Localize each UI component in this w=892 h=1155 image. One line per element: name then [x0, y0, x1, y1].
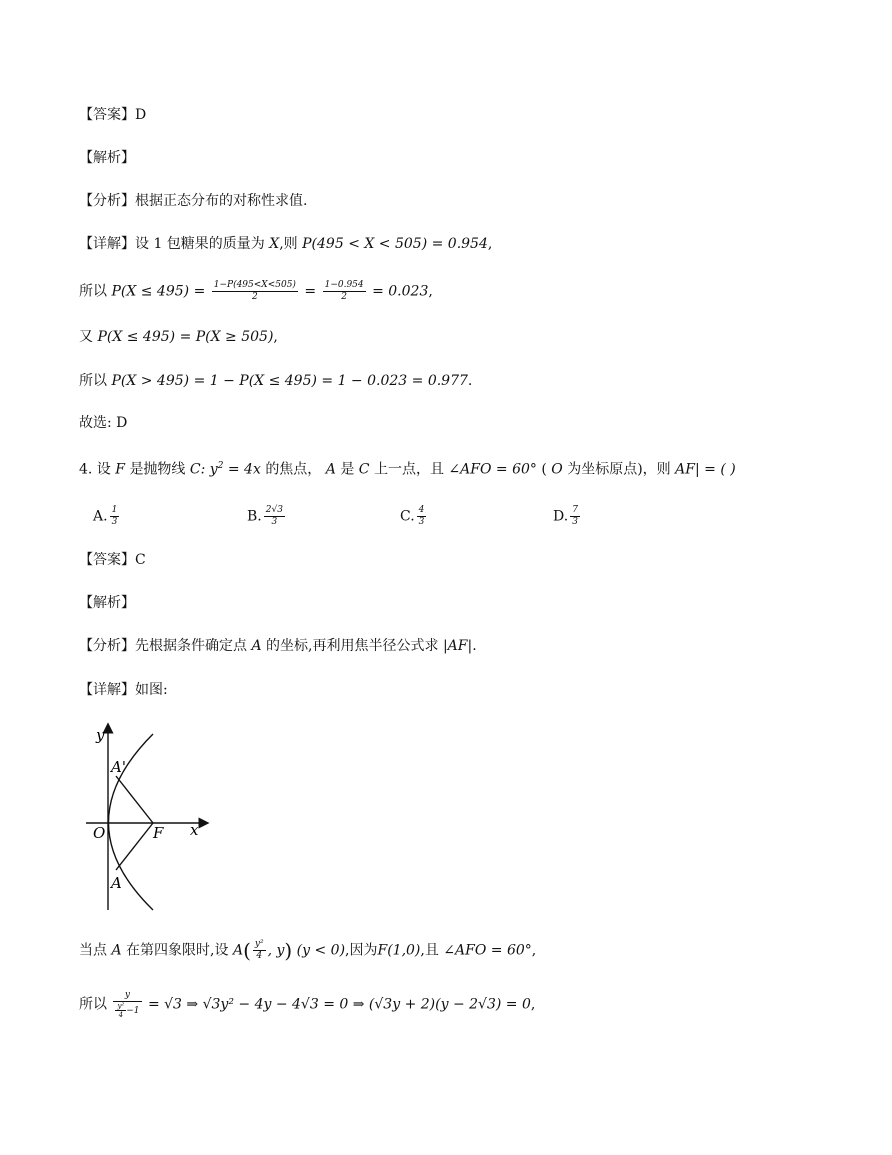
answer-value: C	[135, 552, 146, 568]
q4-detail-line	[79, 680, 168, 700]
text: ,且	[420, 942, 439, 959]
math-expression: = 4x	[227, 461, 261, 478]
math-var: A	[111, 942, 122, 959]
text: 所以	[79, 996, 107, 1013]
analysis-tag: 【解析】	[79, 150, 135, 166]
q3-analysis-line	[79, 148, 135, 168]
text: 为坐标原点)，则	[567, 461, 671, 478]
text: 是抛物线	[129, 461, 186, 478]
math-var: O	[551, 461, 563, 478]
math-var: F	[115, 461, 125, 478]
segment-a1f	[116, 776, 153, 823]
answer-tag: 【答案】	[79, 552, 135, 568]
option-c	[400, 505, 428, 528]
math-var: C	[358, 461, 370, 478]
answer-tag: 【答案】	[79, 107, 135, 123]
q3-choose-line	[79, 413, 127, 433]
text: 当点	[79, 942, 107, 959]
text: 的坐标,再利用焦半径公式求	[266, 638, 439, 654]
fraction-den: 4	[118, 1011, 124, 1019]
fraction-num: y²	[117, 1002, 125, 1010]
fraction-den: 3	[271, 517, 278, 527]
text: 所以	[79, 283, 107, 300]
analysis-tag: 【解析】	[79, 595, 135, 611]
text: 在第四象限时,设	[126, 942, 229, 959]
segment-af	[116, 823, 153, 870]
punct: .	[472, 638, 477, 654]
fraction	[570, 505, 580, 528]
fraction-den: 3	[111, 517, 118, 527]
punct: ,	[530, 996, 536, 1013]
q3-line-4	[79, 371, 472, 391]
text: ,因为	[345, 942, 378, 959]
fraction-den: 3	[572, 517, 578, 527]
punct: .	[467, 373, 473, 389]
q3-detail-line	[79, 234, 492, 254]
math-expression: P(X > 495) = 1 − P(X ≤ 495) = 1 − 0.023 = 0.977	[111, 373, 468, 389]
math-expression: AF| = ( )	[675, 461, 736, 478]
fraction-num: 1−P(495<X<505)	[213, 280, 296, 290]
choose-text: 故选: D	[79, 415, 128, 431]
fraction-num: 2√3	[265, 505, 283, 515]
fraction-num: 4	[418, 505, 425, 515]
math-var: X	[269, 236, 280, 252]
math-expression: P(X ≤ 495) = P(X ≥ 505)	[97, 329, 274, 345]
fraction	[264, 505, 285, 528]
q3-fenxi-line	[79, 191, 307, 211]
math-expression: (y < 0)	[296, 942, 346, 959]
math-expression: = √3 ⇒ √3y² − 4y − 4√3 = 0 ⇒ (√3y + 2)(y − 2√3) = 0	[147, 996, 531, 1013]
y-axis-label: y	[96, 726, 105, 744]
fraction	[417, 505, 427, 528]
text: 又	[79, 329, 93, 345]
point-a-label: A	[111, 874, 122, 892]
math-expression: C: y	[189, 461, 218, 478]
inner-fraction	[115, 1002, 126, 1019]
text: 所以	[79, 373, 107, 389]
text: 是	[340, 461, 355, 478]
q4-answer-line	[79, 550, 146, 570]
math-expression: P(X ≤ 495) =	[111, 283, 206, 300]
punct: ,	[428, 283, 433, 300]
fraction-den: 2	[251, 292, 258, 302]
fraction	[212, 280, 298, 303]
parabola-figure	[80, 722, 220, 922]
math-sup: 2	[217, 461, 224, 471]
detail-tag: 【详解】	[79, 236, 135, 252]
q3-line-2	[79, 280, 433, 303]
fraction-num: y	[113, 990, 141, 1002]
option-label: A.	[93, 508, 108, 525]
detail-text: 如图:	[135, 682, 168, 698]
fraction-den: 2	[341, 292, 347, 302]
text: 的焦点，	[265, 461, 322, 478]
fenxi-tag: 【分析】	[79, 193, 135, 209]
fraction-num: 1−0.954	[324, 280, 364, 290]
origin-label: O	[93, 824, 106, 842]
q4-stem	[79, 456, 736, 480]
option-b	[247, 505, 287, 528]
option-label: C.	[400, 508, 415, 525]
fraction	[323, 280, 366, 303]
fenxi-text: 根据正态分布的对称性求值.	[135, 193, 308, 209]
paren-open: (	[243, 938, 251, 963]
punct: ,	[273, 329, 278, 345]
q3-answer-line	[79, 105, 146, 125]
math-expression: = 0.023	[372, 283, 429, 300]
q4-fenxi-line	[79, 636, 477, 656]
option-label: D.	[553, 508, 569, 525]
fraction-den: 4	[256, 951, 263, 961]
answer-value: D	[135, 107, 147, 123]
math-expression: ∠AFO = 60°	[443, 942, 532, 959]
q4-line-1	[79, 939, 536, 962]
focus-label: F	[153, 824, 164, 842]
math-expression: P(495 < X < 505) = 0.954	[302, 236, 488, 252]
fraction-den: 3	[418, 517, 425, 527]
math-var: A	[232, 942, 244, 959]
punct: ,	[487, 236, 493, 252]
fraction	[253, 939, 266, 962]
math-expression: |AF|	[442, 638, 473, 654]
math-var: A	[251, 638, 262, 654]
option-a	[93, 505, 121, 528]
detail-tag: 【详解】	[79, 682, 135, 698]
fraction-num: y²	[254, 939, 264, 949]
math-expression: , y	[267, 942, 285, 959]
text: 先根据条件确定点	[135, 638, 247, 654]
q4-line-2	[79, 990, 535, 1019]
fraction-tail: −1	[126, 1006, 140, 1016]
fraction-num: 7	[572, 505, 578, 515]
math-var: A	[325, 461, 336, 478]
math-expression: ∠AFO = 60°	[448, 461, 537, 478]
punct: ,	[531, 942, 537, 959]
detail-text: ,则	[279, 236, 298, 252]
fraction-num: 1	[111, 505, 118, 515]
point-a1-label: A'	[111, 758, 126, 776]
detail-text: 设 1 包糖果的质量为	[135, 236, 265, 252]
math-op: =	[304, 283, 317, 300]
fenxi-tag: 【分析】	[79, 638, 135, 654]
paren-close: )	[284, 938, 293, 963]
complex-fraction	[113, 990, 141, 1019]
fraction	[110, 505, 120, 528]
option-label: B.	[247, 508, 262, 525]
q4-analysis-line	[79, 593, 135, 613]
option-d	[553, 505, 582, 528]
math-expression: F(1,0)	[377, 942, 421, 959]
q3-line-3	[79, 327, 278, 347]
fraction-den	[113, 1002, 141, 1019]
text: 4. 设	[79, 461, 111, 478]
x-axis-label: x	[190, 821, 199, 839]
text: 上一点，且	[373, 461, 444, 478]
text: (	[541, 461, 547, 478]
